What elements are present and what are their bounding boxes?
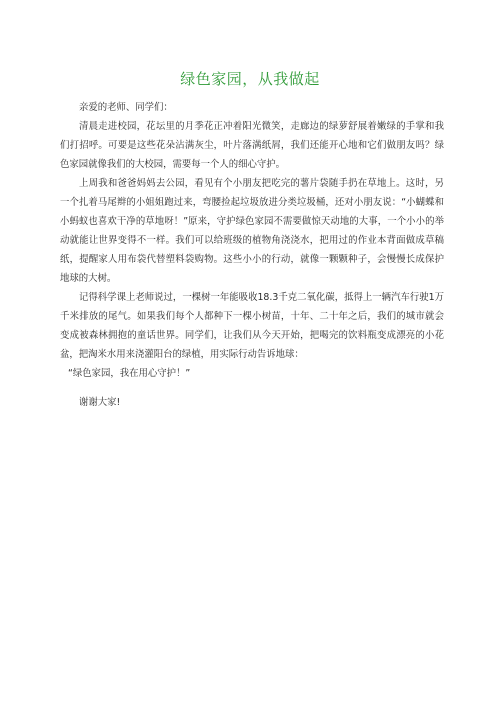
document-title: 绿色家园，从我做起 (180, 70, 320, 88)
paragraph-2: 上周我和爸爸妈妈去公园，看见有个小朋友把吃完的薯片袋随手扔在草地上。这时，另一个扎着马尾辫的小姐姐跑过来，弯腰捡起垃圾放进分类垃圾桶，还对小朋友说：“小蝴蝶和小蚂蚁也喜欢干净的草地呀！”原来，守护绿色家园不需要做惊天动地的大事，一个小小的举动就能让世界变得不一样。我们可以给班级的植物角浇浇水，把用过的作业本背面做成草稿纸，提醒家人用布袋代替塑料袋购物。这些小小的行动，就像一颗颗种子，会慢慢长成保护地球的大树。 (60, 178, 444, 284)
greeting-line: 亲爱的老师、同学们： (79, 102, 173, 113)
paragraph-1: 清晨走进校园，花坛里的月季花正冲着阳光微笑，走廊边的绿萝舒展着嫩绿的手掌和我们打招呼。可要是这些花朵沾满灰尘，叶片落满纸屑，我们还能开心地和它们做朋友吗？绿色家园就像我们的大校园，需要每一个人的细心守护。 (60, 121, 444, 170)
paragraph-3: 记得科学课上老师说过，一棵树一年能吸收18.3千克二氧化碳，抵得上一辆汽车行驶1万千米排放的尾气。如果我们每个人都种下一棵小树苗，十年、二十年之后，我们的城市就会变成被森林拥抱的童话世界。同学们，让我们从今天开始，把喝完的饮料瓶变成漂亮的小花盆，把淘米水用来浇灌阳台的绿植，用实际行动告诉地球： (60, 292, 444, 360)
closing-line: 谢谢大家! (79, 397, 121, 408)
pledge-quote: “绿色家园，我在用心守护！” (68, 368, 191, 379)
document-body (60, 98, 444, 412)
